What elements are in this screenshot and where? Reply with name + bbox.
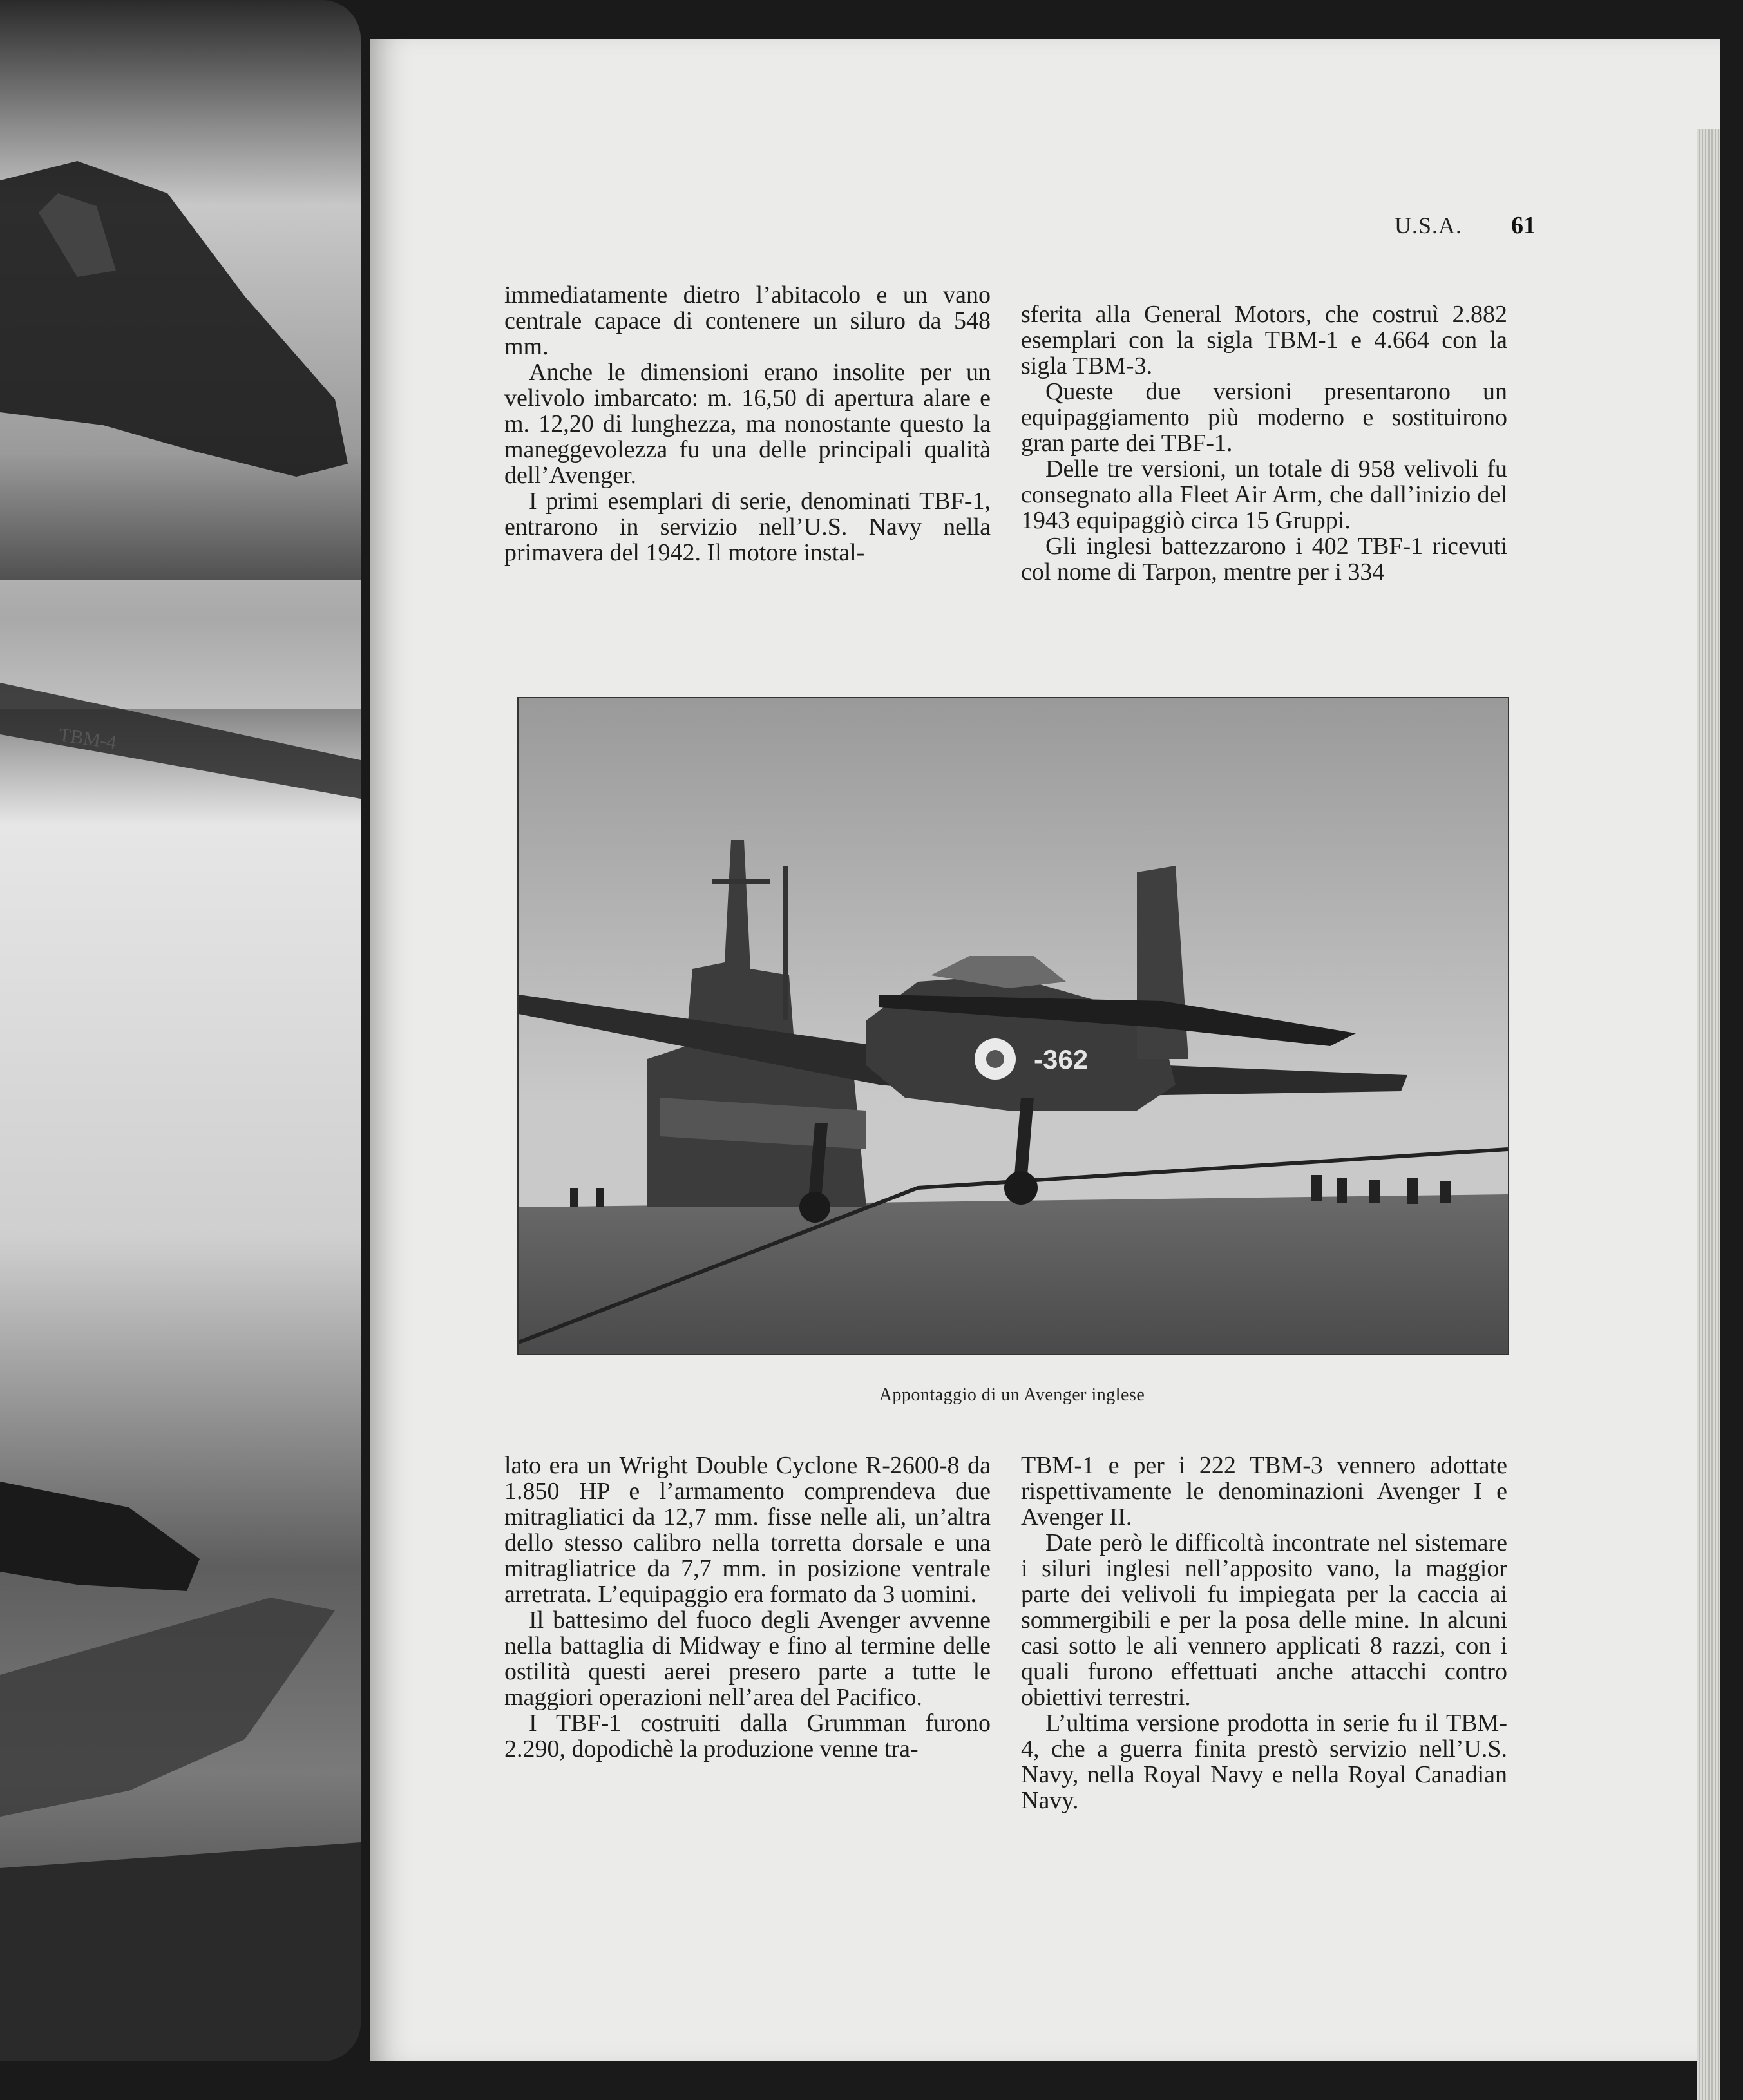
column-bottom-left [504,1453,991,1762]
left-page-photo-art [0,0,361,2061]
fuselage-code: -362 [1034,1044,1089,1074]
paragraph: I TBF-1 costruiti dalla Grumman furono 2.290, dopodichè la produzione venne tra- [504,1710,991,1762]
left-page-photo [0,0,361,2061]
column-top-right [1021,301,1507,585]
left-page-code: TBM-4 [57,724,118,754]
paragraph: Delle tre versioni, un totale di 958 velivoli fu consegnato alla Fleet Air Arm, che dall’inizio del 1943 equipaggiò circa 15 Gruppi. [1021,455,1507,534]
page-edges [1697,129,1720,2100]
paragraph: lato era un Wright Double Cyclone R-2600-8 da 1.850 HP e l’armamento comprendeva due mitragliatici da 12,7 mm. fisse nelle ali, un’altra dello stesso calibro nella torretta dorsale e una mitragliatrice da 7,7 mm. in posizione ventrale arretrata. L’equipaggio era formato da 3 uomini. [504,1452,991,1608]
photo-caption: Appontaggio di un Avenger inglese [879,1385,1145,1405]
column-top-left [504,282,991,566]
column-bottom-right [1021,1453,1507,1813]
avenger-photo [517,697,1509,1355]
paragraph: Il battesimo del fuoco degli Avenger avvenne nella battaglia di Midway e fino al termine delle ostilità questi aerei presero parte a tutte le maggiori operazioni nell’area del Pacifico. [504,1607,991,1711]
paragraph: I primi esemplari di serie, denominati TBF-1, entrarono in servizio nell’U.S. Navy nella primavera del 1942. Il motore instal- [504,488,991,566]
paragraph: Queste due versioni presentarono un equipaggiamento più moderno e sostituirono gran parte dei TBF-1. [1021,378,1507,457]
paragraph: sferita alla General Motors, che costruì 2.882 esemplari con la sigla TBM-1 e 4.664 con la sigla TBM-3. [1021,301,1507,379]
paragraph: Date però le difficoltà incontrate nel sistemare i siluri inglesi nell’apposito vano, la maggior parte dei velivoli fu impiegata per la caccia ai sommergibili e per la posa delle mine. In alcuni casi sotto le ali vennero applicati 8 razzi, con i quali furono effettuati anche attacchi contro obiettivi terrestri. [1021,1529,1507,1711]
avenger-photo-art [519,698,1508,1354]
page-number: 61 [1511,212,1536,239]
paragraph: TBM-1 e per i 222 TBM-3 vennero adottate rispettivamente le denominazioni Avenger I e Avenger II. [1021,1452,1507,1531]
paragraph: L’ultima versione prodotta in serie fu il TBM-4, che a guerra finita prestò servizio nell’U.S. Navy, nella Royal Navy e nella Royal Canadian Navy. [1021,1710,1507,1814]
paragraph: Anche le dimensioni erano insolite per un velivolo imbarcato: m. 16,50 di apertura alare e m. 12,20 di lunghezza, ma nonostante questo la maneggevolezza fu una delle principali qualità dell’Avenger. [504,359,991,489]
section-title: U.S.A. [1395,213,1463,238]
paragraph: Gli inglesi battezzarono i 402 TBF-1 ricevuti col nome di Tarpon, mentre per i 334 [1021,533,1507,586]
paragraph: immediatamente dietro l’abitacolo e un vano centrale capace di contenere un siluro da 548 mm. [504,282,991,360]
running-header [1395,211,1536,250]
book-page [370,39,1720,2061]
